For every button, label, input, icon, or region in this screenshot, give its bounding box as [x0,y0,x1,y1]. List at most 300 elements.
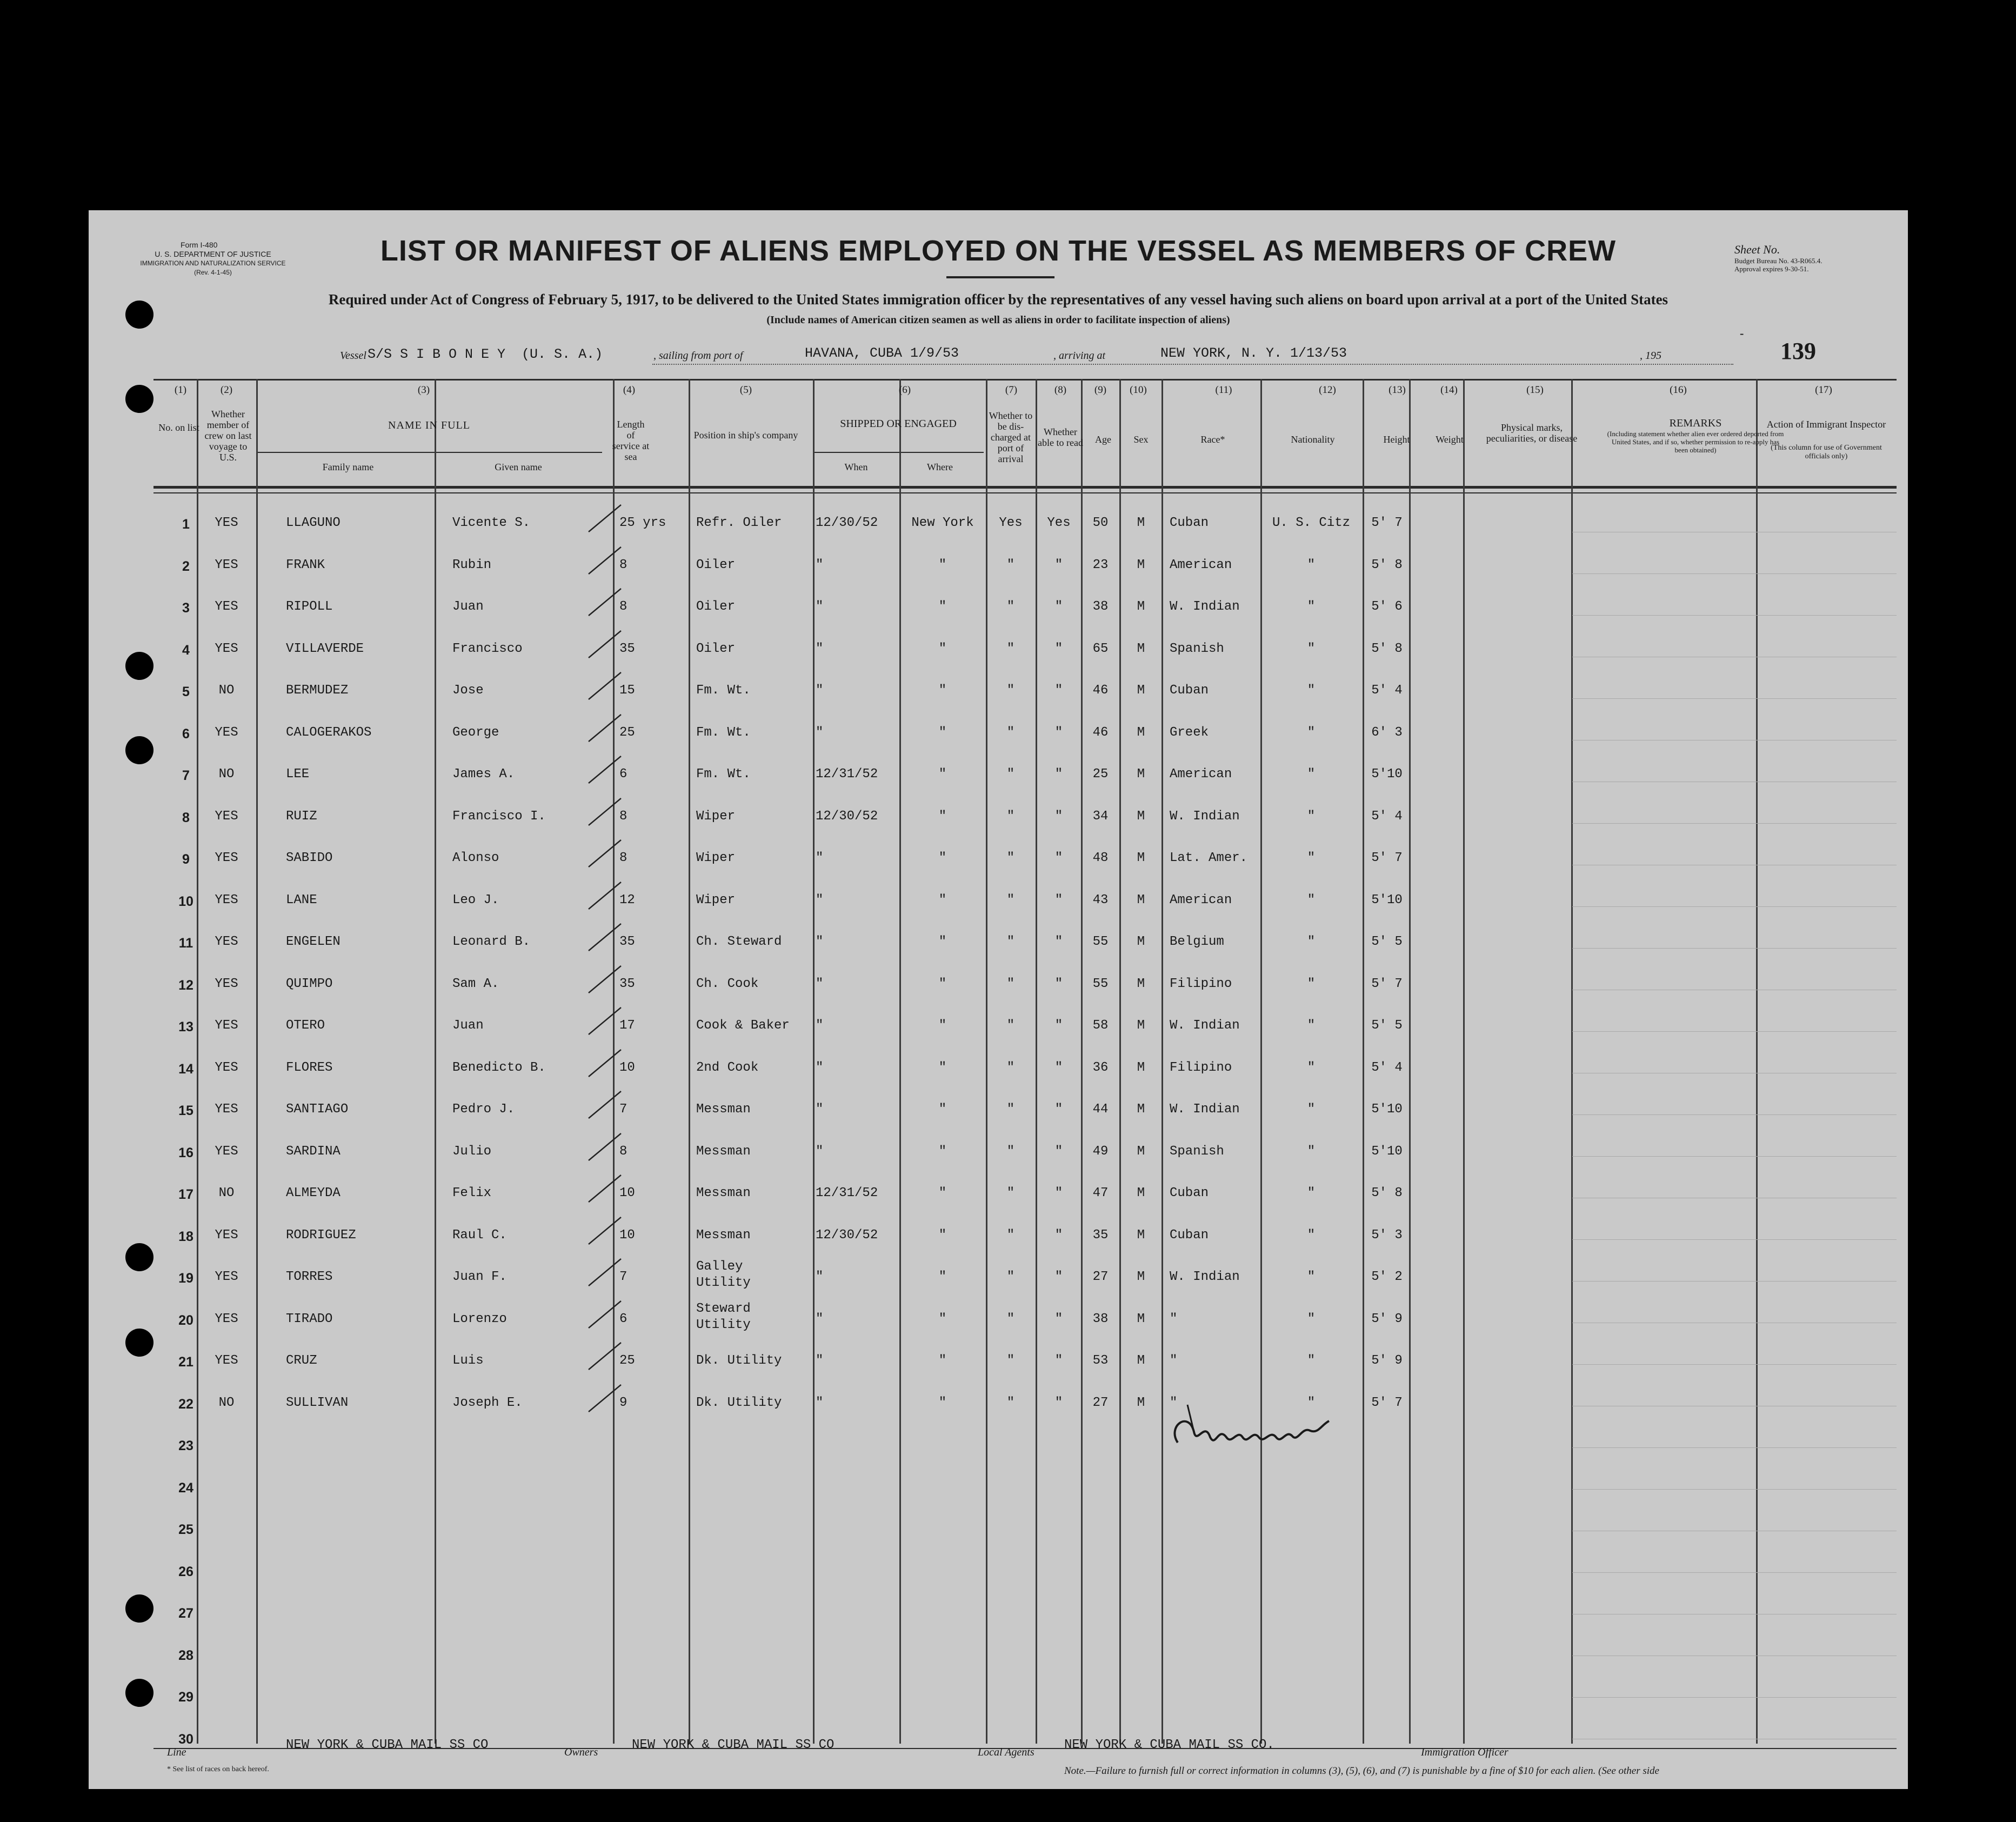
sailing-port: HAVANA, CUBA 1/9/53 [805,345,959,361]
sex-cell: M [1137,683,1145,698]
family-name-cell: TORRES [286,1270,333,1284]
colnum-9: (9) [1094,384,1107,396]
height-cell: 5' 7 [1371,976,1403,991]
colnum-17: (17) [1815,384,1832,396]
given-name-cell: Lorenzo [452,1311,507,1326]
check-mark [586,963,624,996]
shipped-where-cell: " [938,1311,947,1326]
shipped-when-cell: " [816,725,824,740]
age-cell: 46 [1092,683,1109,698]
nationality-cell: U. S. Citz [1272,516,1351,530]
ruled-line [1572,1697,1897,1698]
colnum-14: (14) [1440,384,1458,396]
page-subtitle: Required under Act of Congress of February 5, 1917, to be delivered to the United States immigration officer by the representatives of any vessel having such aliens on board upon arrival at a port of the United States [328,291,1668,308]
discharged-cell: " [1006,1186,1015,1200]
crew-member-cell: YES [215,599,238,614]
row-number: 4 [182,642,190,658]
able-read-cell: " [1054,1395,1063,1410]
able-read-cell: " [1054,683,1063,698]
year-label: , 195 [1640,350,1661,362]
ruled-line [1572,615,1897,616]
row-number: 12 [178,977,193,993]
ruled-line [1572,823,1897,824]
service-length-cell: 25 yrs [619,516,666,530]
header-no-on-list: No. on list [158,422,199,433]
position-cell: Wiper [696,851,736,865]
height-cell: 5'10 [1371,1102,1403,1117]
age-cell: 38 [1092,599,1109,614]
given-name-cell: Pedro J. [452,1102,515,1117]
family-name-cell: LANE [286,892,317,907]
position-cell: Fm. Wt. [696,725,751,740]
given-name-cell: Benedicto B. [452,1060,546,1075]
check-mark [586,1382,624,1414]
age-cell: 46 [1092,725,1109,740]
able-read-cell: " [1054,1144,1063,1159]
page-number: 139 [1780,338,1816,364]
shipped-where-cell: " [938,935,947,949]
position-cell: Oiler [696,599,736,614]
discharged-cell: " [1006,809,1015,824]
ruled-line [1572,1156,1897,1157]
crew-member-cell: NO [218,683,235,698]
sex-cell: M [1137,935,1145,949]
check-mark [586,1298,624,1331]
sex-cell: M [1137,851,1145,865]
crew-member-cell: YES [215,1353,238,1368]
service-length-cell: 25 [619,725,635,740]
nationality-cell: " [1307,809,1316,824]
sex-cell: M [1137,1311,1145,1326]
ruled-line [1572,1031,1897,1032]
header-action: Action of Immigrant Inspector [1766,419,1886,430]
row-number: 9 [182,852,190,867]
discharged-cell: " [1006,892,1015,907]
age-cell: 43 [1092,892,1109,907]
row-number: 18 [178,1229,193,1244]
shipped-where-cell: " [938,641,947,656]
row-number: 24 [178,1480,193,1496]
crew-member-cell: YES [215,1227,238,1243]
check-mark [586,1340,624,1372]
crew-member-cell: YES [215,641,238,656]
family-name-cell: RIPOLL [286,599,333,614]
height-cell: 5' 5 [1371,1018,1403,1033]
service-length-cell: 8 [619,809,628,824]
crew-member-cell: YES [215,809,238,824]
crew-member-cell: YES [215,516,238,530]
row-number: 5 [182,684,190,699]
check-mark [586,1172,624,1205]
position-cell: 2nd Cook [696,1060,759,1075]
shipped-when-cell: " [816,976,824,991]
arrival-port: NEW YORK, N. Y. 1/13/53 [1160,345,1347,361]
row-number: 21 [178,1354,193,1370]
shipped-where-cell: New York [911,516,974,530]
check-mark [586,1131,624,1163]
race-cell: American [1170,557,1232,572]
shipped-when-cell: 12/30/52 [816,809,878,824]
dash-mark: - [1740,326,1744,340]
colnum-11: (11) [1215,384,1232,396]
sex-cell: M [1137,1144,1145,1159]
position-cell: Messman [696,1186,751,1200]
age-cell: 38 [1092,1311,1109,1326]
shipped-where-cell: " [938,1060,947,1075]
check-mark [586,586,624,618]
name-subheader-rule [256,452,602,453]
service-length-cell: 10 [619,1186,635,1200]
header-weight: Weight [1436,434,1464,445]
age-cell: 44 [1092,1102,1109,1117]
voyage-line [89,345,1908,367]
row-number: 6 [182,726,190,742]
check-mark [586,712,624,744]
service-length-cell: 9 [619,1395,628,1410]
given-name-cell: Francisco I. [452,809,546,824]
shipped-when-cell: 12/30/52 [816,516,878,530]
discharged-cell: " [1006,683,1015,698]
height-cell: 5' 7 [1371,851,1403,865]
given-name-cell: Rubin [452,557,492,572]
header-position: Position in ship's company [693,430,798,441]
ruled-line [1572,698,1897,699]
age-cell: 34 [1092,809,1109,824]
discharged-cell: " [1006,1311,1015,1326]
service-length-cell: 8 [619,1144,628,1159]
binder-hole [125,736,153,764]
discharged-cell: " [1006,851,1015,865]
nationality-cell: " [1307,767,1316,782]
header-where: Where [927,462,953,472]
row-number: 20 [178,1312,193,1328]
header-bottom-rule [153,486,1897,489]
race-cell: W. Indian [1170,809,1240,824]
row-number: 7 [182,768,190,783]
header-shipped-engaged: SHIPPED OR ENGAGED [840,418,957,430]
crew-member-cell: YES [215,1311,238,1326]
header-sex: Sex [1133,434,1149,445]
header-double-rule [153,492,1897,493]
discharged-cell: " [1006,599,1015,614]
column-divider [1463,379,1465,1744]
shipped-subheader-rule [813,452,984,453]
position-cell: Wiper [696,892,736,907]
age-cell: 53 [1092,1353,1109,1368]
voyage-underline [652,363,1733,365]
discharged-cell: " [1006,1353,1015,1368]
crew-member-cell: YES [215,1270,238,1284]
crew-member-cell: YES [215,1144,238,1159]
position-cell: Oiler [696,557,736,572]
header-crew-member: Whether member of crew on last voyage to U.S. [204,409,252,463]
family-name-cell: TIRADO [286,1311,333,1326]
row-number: 8 [182,810,190,825]
sex-cell: M [1137,1270,1145,1284]
shipped-when-cell: " [816,557,824,572]
nationality-cell: " [1307,1270,1316,1284]
shipped-where-cell: " [938,557,947,572]
height-cell: 5' 6 [1371,599,1403,614]
crew-member-cell: YES [215,557,238,572]
discharged-cell: " [1006,725,1015,740]
position-cell: Messman [696,1144,751,1159]
row-number: 30 [178,1731,193,1747]
row-number: 27 [178,1606,193,1621]
service-length-cell: 35 [619,641,635,656]
nationality-cell: " [1307,1311,1316,1326]
able-read-cell: " [1054,641,1063,656]
race-cell: Cuban [1170,516,1209,530]
shipped-when-cell: " [816,599,824,614]
discharged-cell: " [1006,1102,1015,1117]
service-length-cell: 35 [619,976,635,991]
header-remarks: REMARKS [1669,417,1722,429]
manifest-page [89,210,1908,1789]
vessel-label: Vessel [340,350,366,362]
colnum-7: (7) [1005,384,1018,396]
position-cell: Dk. Utility [696,1395,782,1410]
family-name-cell: VILLAVERDE [286,641,364,656]
given-name-cell: Vicente S. [452,516,531,530]
header-length-service: Length of service at sea [612,419,650,462]
department-name: U. S. DEPARTMENT OF JUSTICE [155,250,271,258]
family-name-cell: FRANK [286,557,325,572]
check-mark [586,502,624,535]
column-divider [1119,379,1121,1744]
row-number: 26 [178,1564,193,1579]
shipped-where-cell: " [938,1018,947,1033]
column-divider [435,379,436,1744]
given-name-cell: George [452,725,499,740]
able-read-cell: " [1054,935,1063,949]
height-cell: 5' 7 [1371,1395,1403,1410]
shipped-when-cell: " [816,1144,824,1159]
header-height: Height [1383,434,1410,445]
row-number: 23 [178,1438,193,1453]
given-name-cell: Jose [452,683,484,698]
position-cell: Dk. Utility [696,1353,782,1368]
able-read-cell: " [1054,809,1063,824]
nationality-cell: " [1307,641,1316,656]
able-read-cell: " [1054,892,1063,907]
header-given-name: Given name [495,462,542,472]
position-cell: Messman [696,1227,751,1243]
shipped-when-cell: " [816,1270,824,1284]
row-number: 1 [182,517,190,532]
shipped-where-cell: " [938,809,947,824]
height-cell: 5' 2 [1371,1270,1403,1284]
header-name-in-full: NAME IN FULL [388,419,470,431]
column-divider [1161,379,1163,1744]
family-name-cell: RODRIGUEZ [286,1227,356,1243]
age-cell: 55 [1092,935,1109,949]
row-number: 28 [178,1647,193,1663]
position-cell: Ch. Cook [696,976,759,991]
discharged-cell: " [1006,1144,1015,1159]
service-length-cell: 6 [619,1311,628,1326]
height-cell: 5' 7 [1371,516,1403,530]
ruled-line [1572,1489,1897,1490]
given-name-cell: Joseph E. [452,1395,523,1410]
shipped-when-cell: " [816,851,824,865]
ruled-line [1572,906,1897,907]
binder-hole [125,301,153,329]
nationality-cell: " [1307,1353,1316,1368]
service-length-cell: 7 [619,1102,628,1117]
colnum-15: (15) [1526,384,1544,396]
binder-hole [125,652,153,680]
race-cell: Cuban [1170,1227,1209,1243]
height-cell: 5' 4 [1371,683,1403,698]
nationality-cell: " [1307,1395,1316,1410]
row-number: 14 [178,1061,193,1077]
colnum-10: (10) [1130,384,1147,396]
budget-bureau: Budget Bureau No. 43-R065.4. [1734,257,1823,265]
sex-cell: M [1137,892,1145,907]
discharged-cell: " [1006,1270,1015,1284]
age-cell: 55 [1092,976,1109,991]
sex-cell: M [1137,599,1145,614]
position-cell: Fm. Wt. [696,767,751,782]
service-length-cell: 6 [619,767,628,782]
colnum-12: (12) [1319,384,1336,396]
check-mark [586,837,624,870]
sheet-label: Sheet No. [1734,243,1780,256]
shipped-where-cell: " [938,976,947,991]
nationality-cell: " [1307,892,1316,907]
shipped-where-cell: " [938,767,947,782]
service-length-cell: 8 [619,557,628,572]
given-name-cell: Raul C. [452,1227,507,1243]
given-name-cell: Leonard B. [452,935,531,949]
footer-agents-label: Local Agents [978,1746,1034,1758]
race-cell: Lat. Amer. [1170,851,1248,865]
sex-cell: M [1137,1227,1145,1243]
family-name-cell: FLORES [286,1060,333,1075]
family-name-cell: SABIDO [286,851,333,865]
revision-date: (Rev. 4-1-45) [194,269,232,276]
header-nationality: Nationality [1291,434,1335,445]
page-title: LIST OR MANIFEST OF ALIENS EMPLOYED ON THE VESSEL AS MEMBERS OF CREW [380,235,1617,267]
shipped-when-cell: " [816,683,824,698]
check-mark [586,796,624,828]
crew-member-cell: NO [218,767,235,782]
check-mark [586,670,624,702]
service-length-cell: 10 [619,1060,635,1075]
shipped-when-cell: 12/31/52 [816,1186,878,1200]
title-underline [946,276,1054,278]
ruled-line [1572,573,1897,574]
row-number: 16 [178,1145,193,1160]
discharged-cell: " [1006,976,1015,991]
height-cell: 5'10 [1371,767,1403,782]
service-length-cell: 17 [619,1018,635,1033]
header-race: Race* [1200,434,1225,445]
header-remarks-note: (Including statement whether alien ever ordered deported from United States, and if so, whether permission to re-apply has been obtained) [1607,430,1784,454]
races-note: * See list of races on back hereof. [167,1765,269,1773]
column-divider [813,379,815,1744]
able-read-cell: " [1054,1227,1063,1243]
sex-cell: M [1137,1395,1145,1410]
discharged-cell: Yes [999,516,1023,530]
sex-cell: M [1137,1186,1145,1200]
header-age: Age [1095,434,1111,445]
check-mark [586,1005,624,1037]
age-cell: 35 [1092,1227,1109,1243]
race-cell: Spanish [1170,641,1224,656]
ruled-line [1572,1114,1897,1115]
shipped-when-cell: " [816,1395,824,1410]
nationality-cell: " [1307,851,1316,865]
family-name-cell: BERMUDEZ [286,683,349,698]
ruled-line [1572,1281,1897,1282]
discharged-cell: " [1006,641,1015,656]
form-number: Form I-480 [181,241,218,249]
shipped-where-cell: " [938,1395,947,1410]
height-cell: 5' 3 [1371,1227,1403,1243]
family-name-cell: ALMEYDA [286,1186,341,1200]
check-mark [586,753,624,786]
age-cell: 23 [1092,557,1109,572]
crew-member-cell: YES [215,1102,238,1117]
able-read-cell: " [1054,1186,1063,1200]
sex-cell: M [1137,809,1145,824]
shipped-when-cell: " [816,641,824,656]
shipped-where-cell: " [938,1227,947,1243]
footer-officer-label: Immigration Officer [1421,1746,1508,1758]
position-cell: Messman [696,1102,751,1117]
nationality-cell: " [1307,1144,1316,1159]
given-name-cell: Juan [452,1018,484,1033]
shipped-where-cell: " [938,725,947,740]
footer-owners-label: Owners [564,1746,598,1758]
header-action-note: (This column for use of Government officials only) [1771,444,1882,460]
shipped-where-cell: " [938,892,947,907]
service-length-cell: 25 [619,1353,635,1368]
nationality-cell: " [1307,725,1316,740]
shipped-when-cell: 12/31/52 [816,767,878,782]
race-cell: Belgium [1170,935,1224,949]
race-cell: W. Indian [1170,1102,1240,1117]
able-read-cell: Yes [1047,516,1071,530]
column-divider [1571,379,1573,1744]
race-cell: American [1170,892,1232,907]
age-cell: 36 [1092,1060,1109,1075]
race-cell: Cuban [1170,683,1209,698]
column-divider [1363,379,1364,1744]
age-cell: 48 [1092,851,1109,865]
shipped-when-cell: " [816,1060,824,1075]
header-when: When [844,462,868,472]
ruled-line [1572,1447,1897,1448]
race-cell: W. Indian [1170,1270,1240,1284]
nationality-cell: " [1307,599,1316,614]
age-cell: 27 [1092,1395,1109,1410]
service-length-cell: 15 [619,683,635,698]
height-cell: 5'10 [1371,1144,1403,1159]
header-physical-marks: Physical marks, peculiarities, or disease [1486,422,1578,444]
position-cell: Ch. Steward [696,935,782,949]
penalty-note: Note.—Failure to furnish full or correct information in columns (3), (5), (6), and (7) is punishable by a fine of $10 for each alien. (See other side [1064,1765,1659,1777]
shipped-where-cell: " [938,1270,947,1284]
age-cell: 25 [1092,767,1109,782]
column-divider [1260,379,1262,1744]
given-name-cell: Juan [452,599,484,614]
age-cell: 65 [1092,641,1109,656]
sex-cell: M [1137,725,1145,740]
binder-hole [125,1329,153,1357]
